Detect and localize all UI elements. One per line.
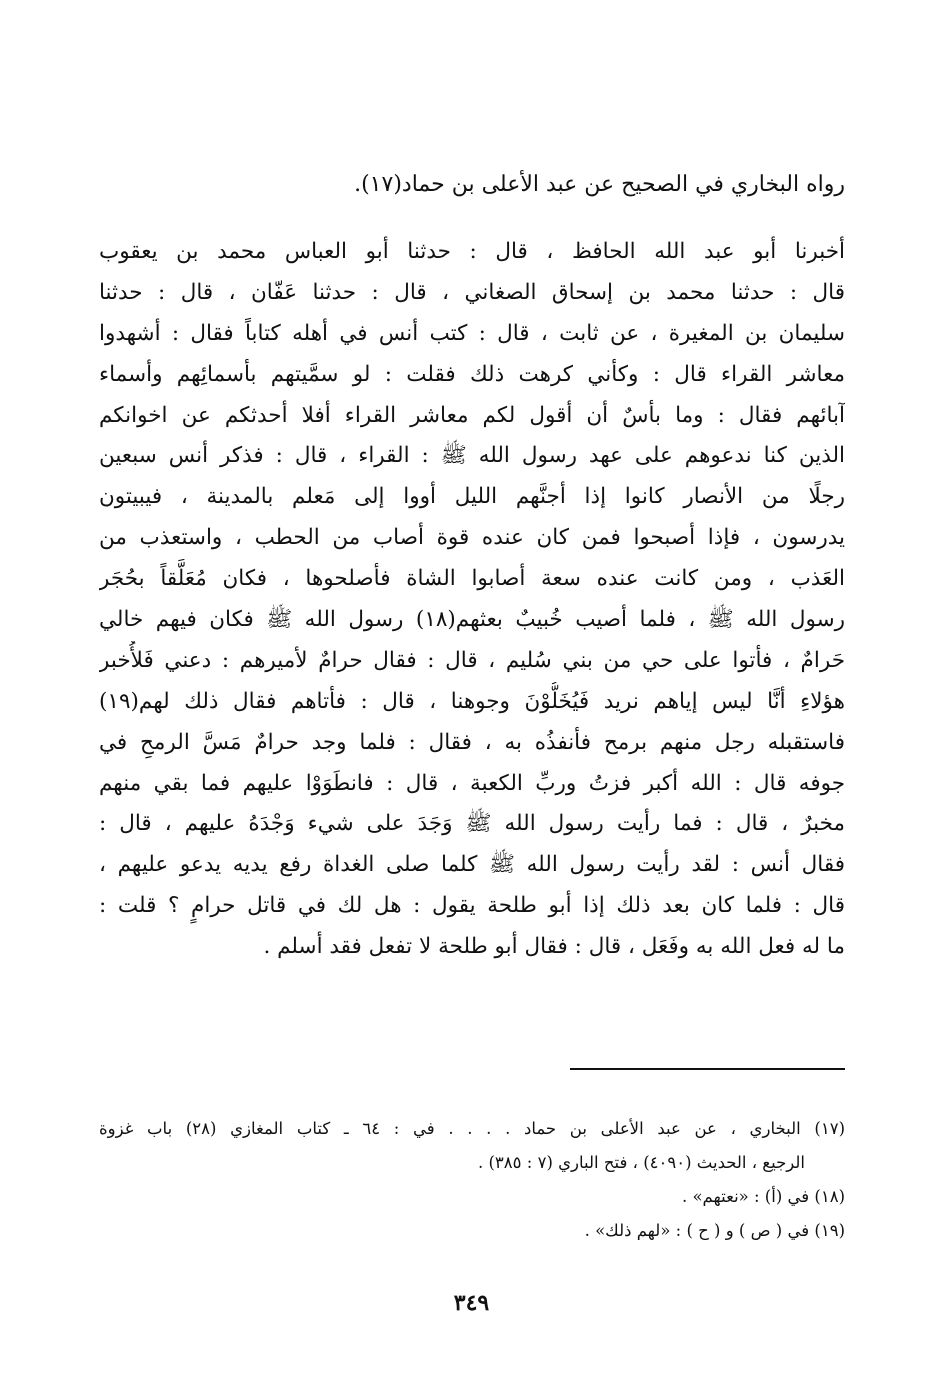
text-line: العَذب ، ومن كانت عنده سعة أصابوا الشاة فأصلحوها ، فكان مُعَلَّقاً بحُجَر xyxy=(99,566,845,592)
text-line: قال : حدثنا محمد بن إسحاق الصغاني ، قال : حدثنا عَفّان ، قال : حدثنا xyxy=(99,279,845,305)
main-text xyxy=(99,232,845,968)
text-line: معاشر القراء قال : وكأني كرهت ذلك فقلت : لو سمَّيتهم بأسمائِهم وأسماء xyxy=(99,361,845,387)
text-line: سليمان بن المغيرة ، عن ثابت ، قال : كتب أنس في أهله كتاباً فقال : أشهدوا xyxy=(99,320,845,346)
text-line: أخبرنا أبو عبد الله الحافظ ، قال : حدثنا أبو العباس محمد بن يعقوب xyxy=(99,239,845,264)
text-line: مخبرٌ ، قال : فما رأيت رسول الله ﷺ وَجَدَ على شيء وَجْدَهُ عليهم ، قال : xyxy=(99,811,845,837)
footnote-divider xyxy=(570,1068,845,1070)
text-line: رجلًا من الأنصار كانوا إذا أجنَّهم الليل أووا إلى مَعلم بالمدينة ، فيبيتون xyxy=(99,484,845,510)
footnote-19: (١٩) في ( ص ) و ( ح ) : «لهم ذلك» . xyxy=(584,1221,845,1240)
text-line: فاستقبله رجل منهم برمح فأنفذُه به ، فقال : فلما وجد حرامٌ مَسَّ الرمحِ في xyxy=(99,729,845,755)
text-line: آبائهم فقال : وما بأسٌ أن أقول لكم معاشر القراء أفلا أحدثكم عن اخوانكم xyxy=(99,402,845,428)
text-line: حَرامٌ ، فأتوا على حي من بني سُليم ، قال : فقال حرامٌ لأميرهم : دعني فَلأُخبر xyxy=(99,647,845,673)
text-line: يدرسون ، فإذا أصبحوا فمن كان عنده قوة أصاب من الحطب ، واستعذب من xyxy=(99,525,845,551)
page-number: ٣٤٩ xyxy=(453,1290,490,1316)
footnotes xyxy=(99,1112,845,1248)
text-line: الذين كنا ندعوهم على عهد رسول الله ﷺ : القراء ، قال : فذكر أنس سبعين xyxy=(99,443,845,469)
text-line: جوفه قال : الله أكبر فزتُ وربِّ الكعبة ، قال : فانطَوَوْا عليهم فما بقي منهم xyxy=(99,770,845,796)
text-line: ما له فعل الله به وفَعَل ، قال : فقال أبو طلحة لا تفعل فقد أسلم . xyxy=(263,934,845,960)
intro-line: رواه البخاري في الصحيح عن عبد الأعلى بن حماد(١٧). xyxy=(354,172,845,197)
footnote-17-continuation: الرجيع ، الحديث (٤٠٩٠) ، فتح الباري (٧ : ٣٨٥) . xyxy=(477,1153,805,1172)
footnote-18: (١٨) في (أ) : «نعتهم» . xyxy=(681,1187,845,1206)
text-line: رسول الله ﷺ ، فلما أصيب خُبيبٌ بعثهم(١٨) رسول الله ﷺ فكان فيهم خالي xyxy=(99,607,845,633)
text-line: فقال أنس : لقد رأيت رسول الله ﷺ كلما صلى الغداة رفع يديه يدعو عليهم ، xyxy=(99,852,845,878)
text-line: هؤلاءِ أنَّا ليس إياهم نريد فَيُخَلُّوْنَ وجوهنا ، قال : فأتاهم فقال ذلك لهم(١٩) xyxy=(99,688,845,714)
footnote-17: (١٧) البخاري ، عن عبد الأعلى بن حماد . . . . في : ٦٤ ـ كتاب المغازي (٢٨) باب غزوة xyxy=(99,1119,845,1138)
text-line: قال : فلما كان بعد ذلك إذا أبو طلحة يقول : هل لك في قاتل حرامٍ ؟ قلت : xyxy=(99,893,845,919)
